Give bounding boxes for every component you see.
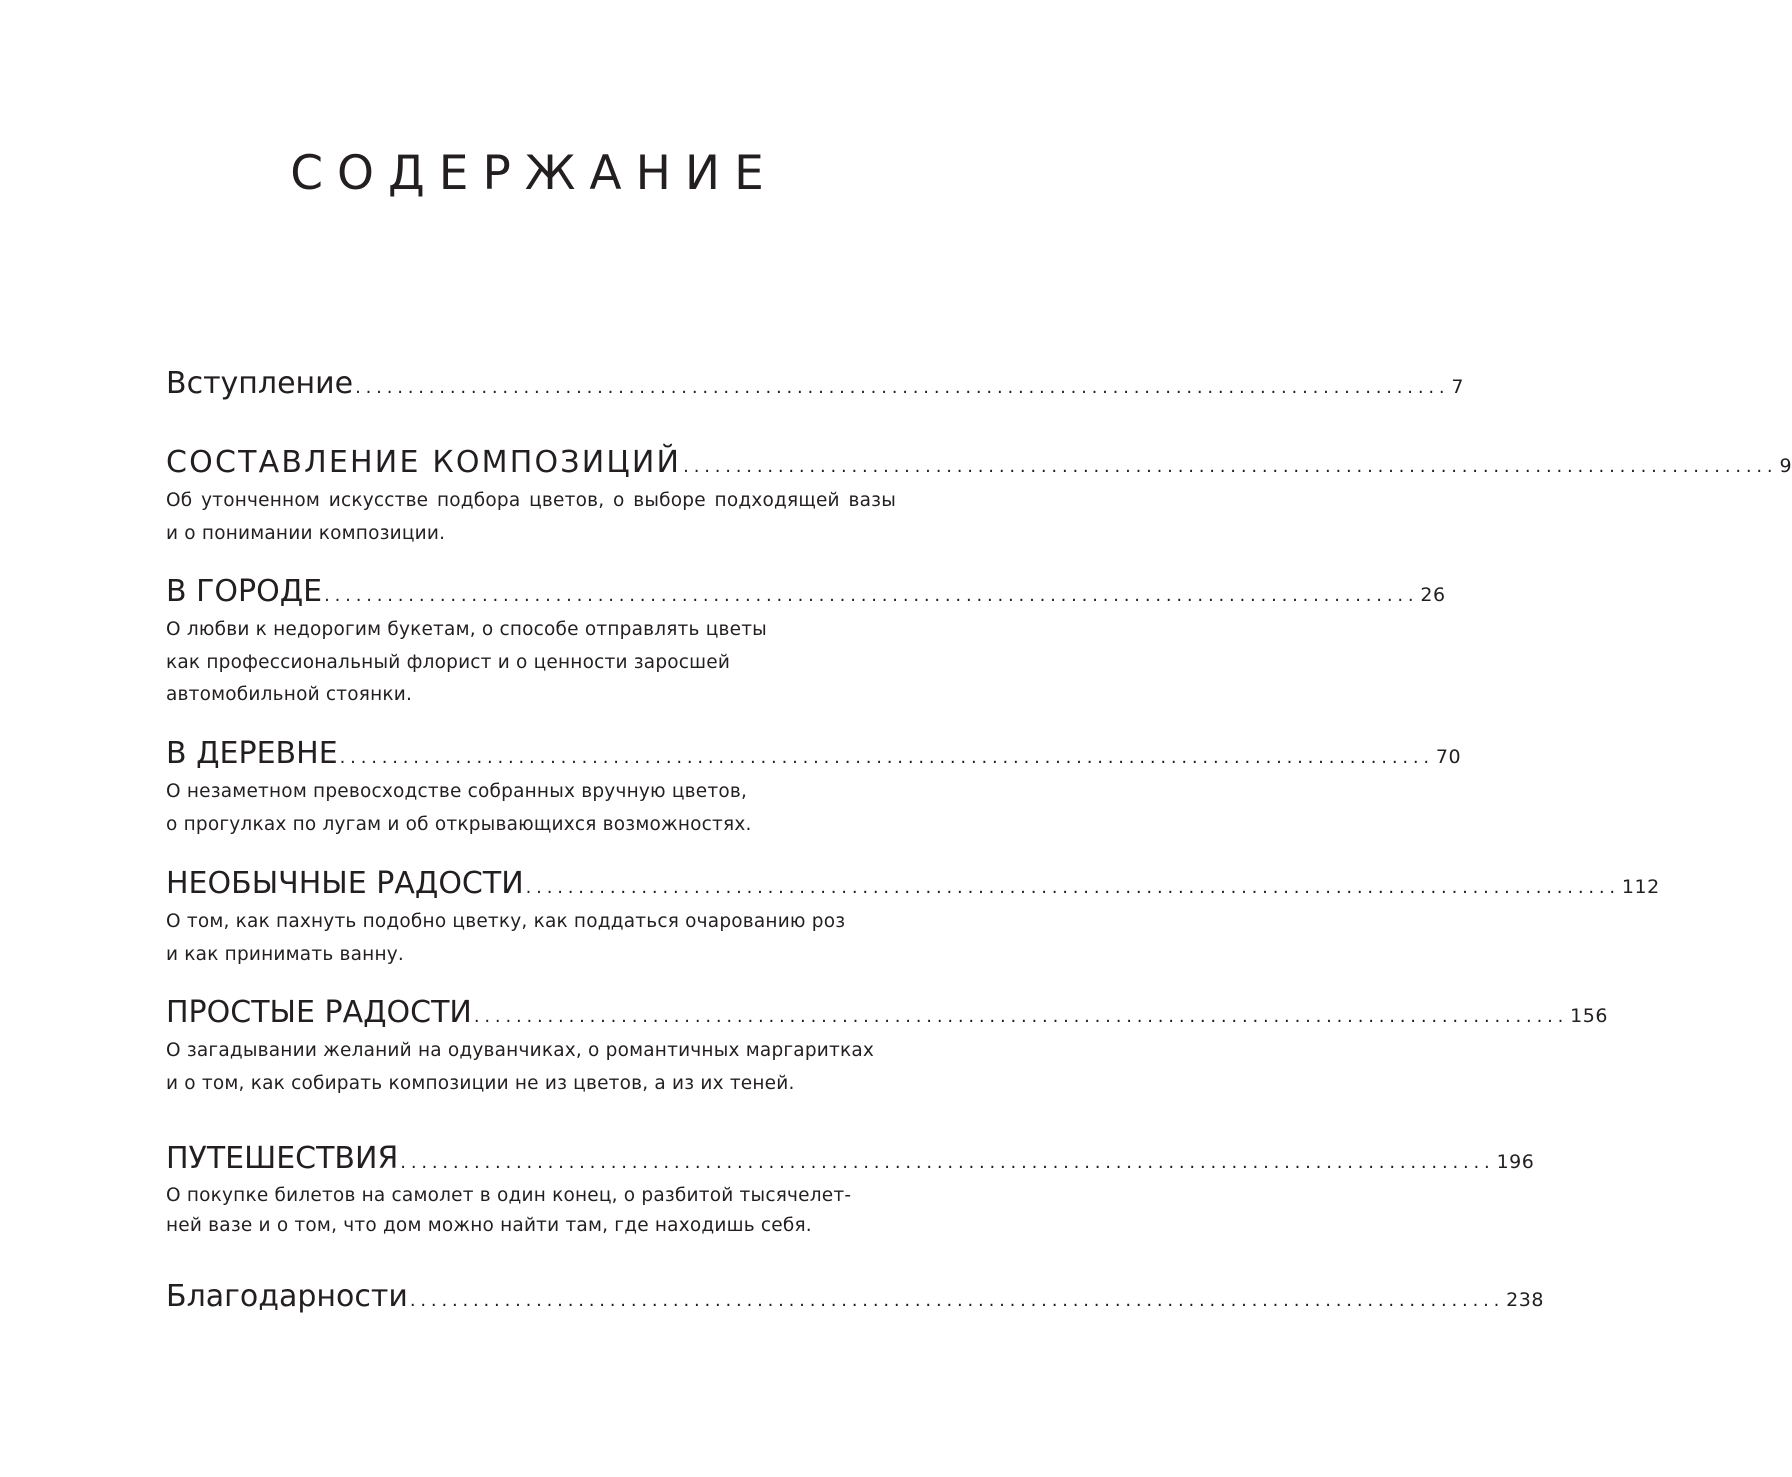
toc-entry-description — [166, 614, 896, 712]
toc-entry-description — [166, 1035, 896, 1100]
toc-entry-head — [166, 443, 1792, 483]
description-line: как профессиональный флорист и о ценности заросшей — [166, 651, 731, 673]
toc-entry-head — [166, 572, 1446, 612]
toc-entry-in-the-country[interactable] — [166, 734, 1462, 841]
toc-page-number: 26 — [1420, 584, 1446, 606]
description-line: автомобильной стоянки. — [166, 684, 413, 705]
toc-entry-description — [166, 1181, 896, 1241]
toc-page-number: 7 — [1451, 376, 1464, 398]
toc-entry-title: В ГОРОДЕ — [166, 574, 323, 609]
toc-entry-acknowledgements[interactable] — [166, 1277, 1544, 1317]
toc-entry-unusual-joys[interactable] — [166, 864, 1660, 971]
description-line: и как принимать ванну. — [166, 943, 404, 965]
page-title: СОДЕРЖАНИЕ — [290, 146, 778, 201]
description-line: О покупке билетов на самолет в один конец, о разбитой тысячелет- — [166, 1185, 852, 1206]
toc-entry-description — [166, 776, 896, 841]
description-line: О любви к недорогим букетам, о способе отправлять цветы — [166, 619, 767, 640]
toc-entry-introduction[interactable] — [166, 364, 1464, 404]
dot-leader: ........................................................................................................ — [400, 1152, 1495, 1173]
toc-page-number: 70 — [1435, 746, 1462, 768]
description-line: и о том, как собирать композиции не из цветов, а из их теней. — [166, 1072, 795, 1094]
toc-entry-title: В ДЕРЕВНЕ — [166, 736, 338, 771]
toc-page-number: 196 — [1496, 1151, 1535, 1173]
dot-leader: ........................................................................................................ — [355, 377, 1450, 398]
toc-entry-title: Благодарности — [166, 1279, 408, 1314]
toc-entry-travels[interactable] — [166, 1139, 1535, 1241]
toc-entry-title: НЕОБЫЧНЫЕ РАДОСТИ — [166, 866, 524, 901]
dot-leader: ........................................................................................................ — [683, 456, 1778, 477]
description-line: и о понимании композиции. — [166, 522, 446, 544]
toc-entry-description — [166, 906, 896, 971]
dot-leader: ........................................................................................................ — [339, 747, 1434, 768]
toc-entry-head — [166, 364, 1464, 404]
toc-entry-head — [166, 993, 1608, 1033]
dot-leader: ........................................................................................................ — [324, 585, 1419, 606]
dot-leader: ........................................................................................................ — [473, 1006, 1569, 1027]
toc-page-number: 9 — [1779, 455, 1792, 477]
description-line: О загадывании желаний на одуванчиках, о романтичных маргаритках — [166, 1040, 875, 1061]
toc-entry-title: ПРОСТЫЕ РАДОСТИ — [166, 995, 472, 1030]
description-line: О том, как пахнуть подобно цветку, как поддаться очарованию роз — [166, 911, 846, 932]
toc-entry-head — [166, 734, 1462, 774]
description-line: О незаметном превосходстве собранных вручную цветов, — [166, 781, 748, 802]
toc-page-number: 112 — [1621, 876, 1660, 898]
toc-entry-head — [166, 864, 1660, 904]
toc-entry-title: Вступление — [166, 366, 354, 401]
dot-leader: ........................................................................................................ — [409, 1290, 1505, 1311]
dot-leader: ........................................................................................................ — [525, 877, 1620, 898]
description-line: Об утонченном искусстве подбора цветов, о выборе подходящей вазы — [166, 490, 896, 511]
description-line: о прогулках по лугам и об открывающихся возможностях. — [166, 813, 752, 835]
toc-entry-title: ПУТЕШЕСТВИЯ — [166, 1141, 399, 1176]
toc-entry-simple-joys[interactable] — [166, 993, 1608, 1100]
toc-entry-description — [166, 485, 896, 550]
toc-entry-title: СОСТАВЛЕНИЕ КОМПОЗИЦИЙ — [166, 445, 682, 480]
toc-entry-head — [166, 1277, 1544, 1317]
toc-page-number: 238 — [1506, 1289, 1544, 1311]
description-line: ней вазе и о том, что дом можно найти там, где находишь себя. — [166, 1215, 812, 1236]
toc-page-number: 156 — [1570, 1005, 1608, 1027]
toc-entry-arranging[interactable] — [166, 443, 1792, 550]
toc-entry-in-the-city[interactable] — [166, 572, 1446, 712]
toc-entry-head — [166, 1139, 1535, 1179]
